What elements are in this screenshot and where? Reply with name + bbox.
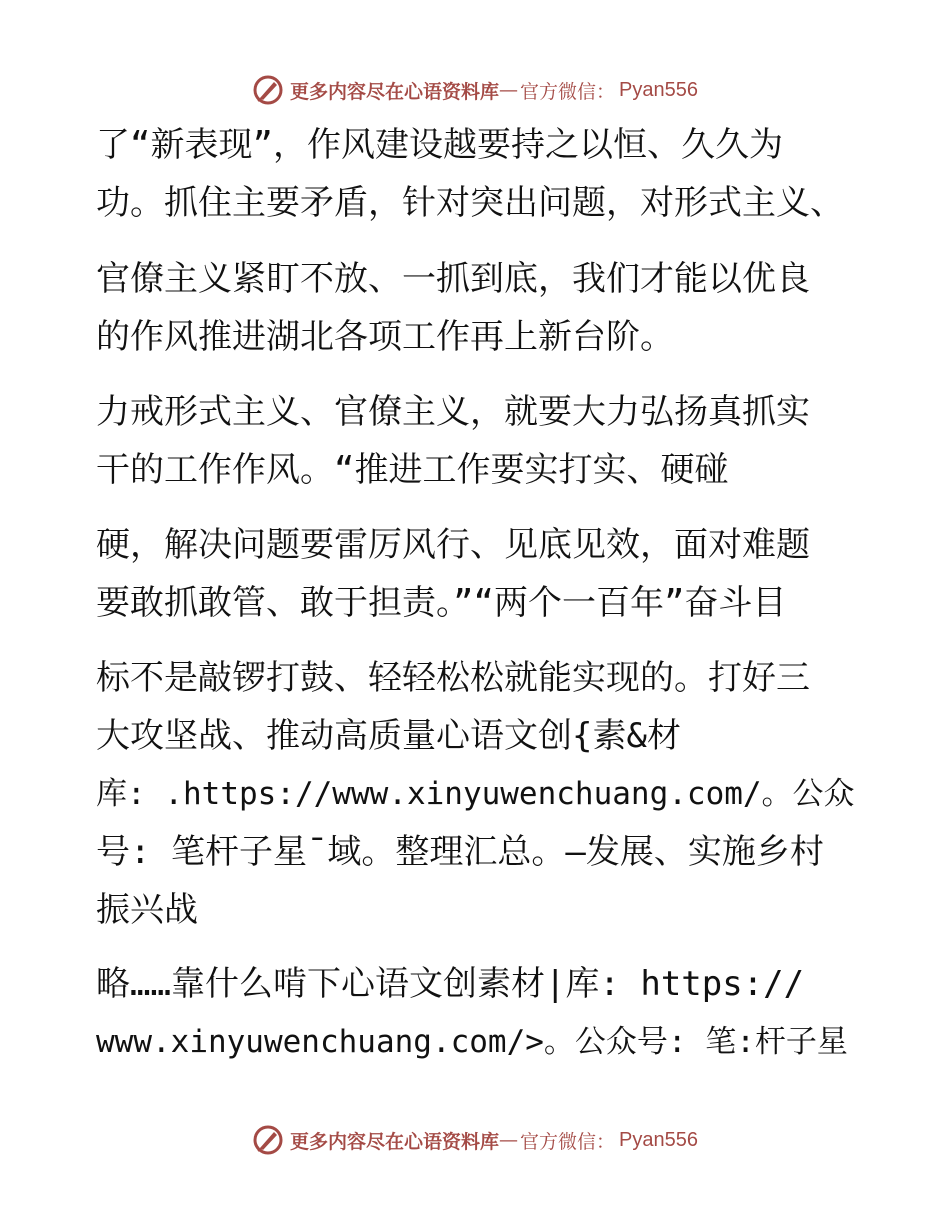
body-line-9: 标不是敲锣打鼓、轻轻松松就能实现的。打好三 xyxy=(96,658,810,698)
body-line-10: 大攻坚战、推动高质量心语文创{素&材 xyxy=(96,716,681,756)
footer-site-text: 更多内容尽在心语资料库 xyxy=(290,1130,500,1153)
quill-logo-icon xyxy=(252,1124,284,1156)
body-line-13: 振兴战 xyxy=(96,890,198,930)
footer-banner xyxy=(0,1120,950,1160)
body-line-8: 要敢抓敢管、敢于担责。”“两个一百年”奋斗目 xyxy=(96,583,787,623)
quill-logo-icon xyxy=(252,74,284,106)
header-separator: — xyxy=(499,79,519,101)
header-wechat-id: Pyan556 xyxy=(619,78,698,101)
body-line-3: 官僚主义紧盯不放、一抓到底，我们才能以优良 xyxy=(96,259,810,299)
body-line-4: 的作风推进湖北各项工作再上新台阶。 xyxy=(96,317,674,357)
footer-wechat-label: 官方微信： xyxy=(520,1130,616,1153)
header-banner xyxy=(0,70,950,110)
body-line-14: 略……靠什么啃下心语文创素材|库: https:// xyxy=(96,964,805,1004)
body-line-6: 干的工作作风。“推进工作要实打实、硬碰 xyxy=(96,450,729,490)
body-line-5: 力戒形式主义、官僚主义，就要大力弘扬真抓实 xyxy=(96,392,810,432)
body-line-11: 库: .https://www.xinyuwenchuang.com/。公众 xyxy=(96,776,855,812)
body-line-2: 功。抓住主要矛盾，针对突出问题，对形式主义、 xyxy=(96,183,844,223)
body-line-15: www.xinyuwenchuang.com/>。公众号: 笔:杆子星 xyxy=(96,1024,848,1060)
footer-separator: — xyxy=(499,1129,519,1151)
body-line-1: 了“新表现”，作风建设越要持之以恒、久久为 xyxy=(96,125,783,165)
header-site-text: 更多内容尽在心语资料库 xyxy=(290,80,500,103)
footer-wechat-id: Pyan556 xyxy=(619,1128,698,1151)
body-line-7: 硬，解决问题要雷厉风行、见底见效，面对难题 xyxy=(96,525,810,565)
body-line-12: 号: 笔杆子星¯域。整理汇总。—发展、实施乡村 xyxy=(96,832,824,872)
header-wechat-label: 官方微信： xyxy=(520,80,616,103)
